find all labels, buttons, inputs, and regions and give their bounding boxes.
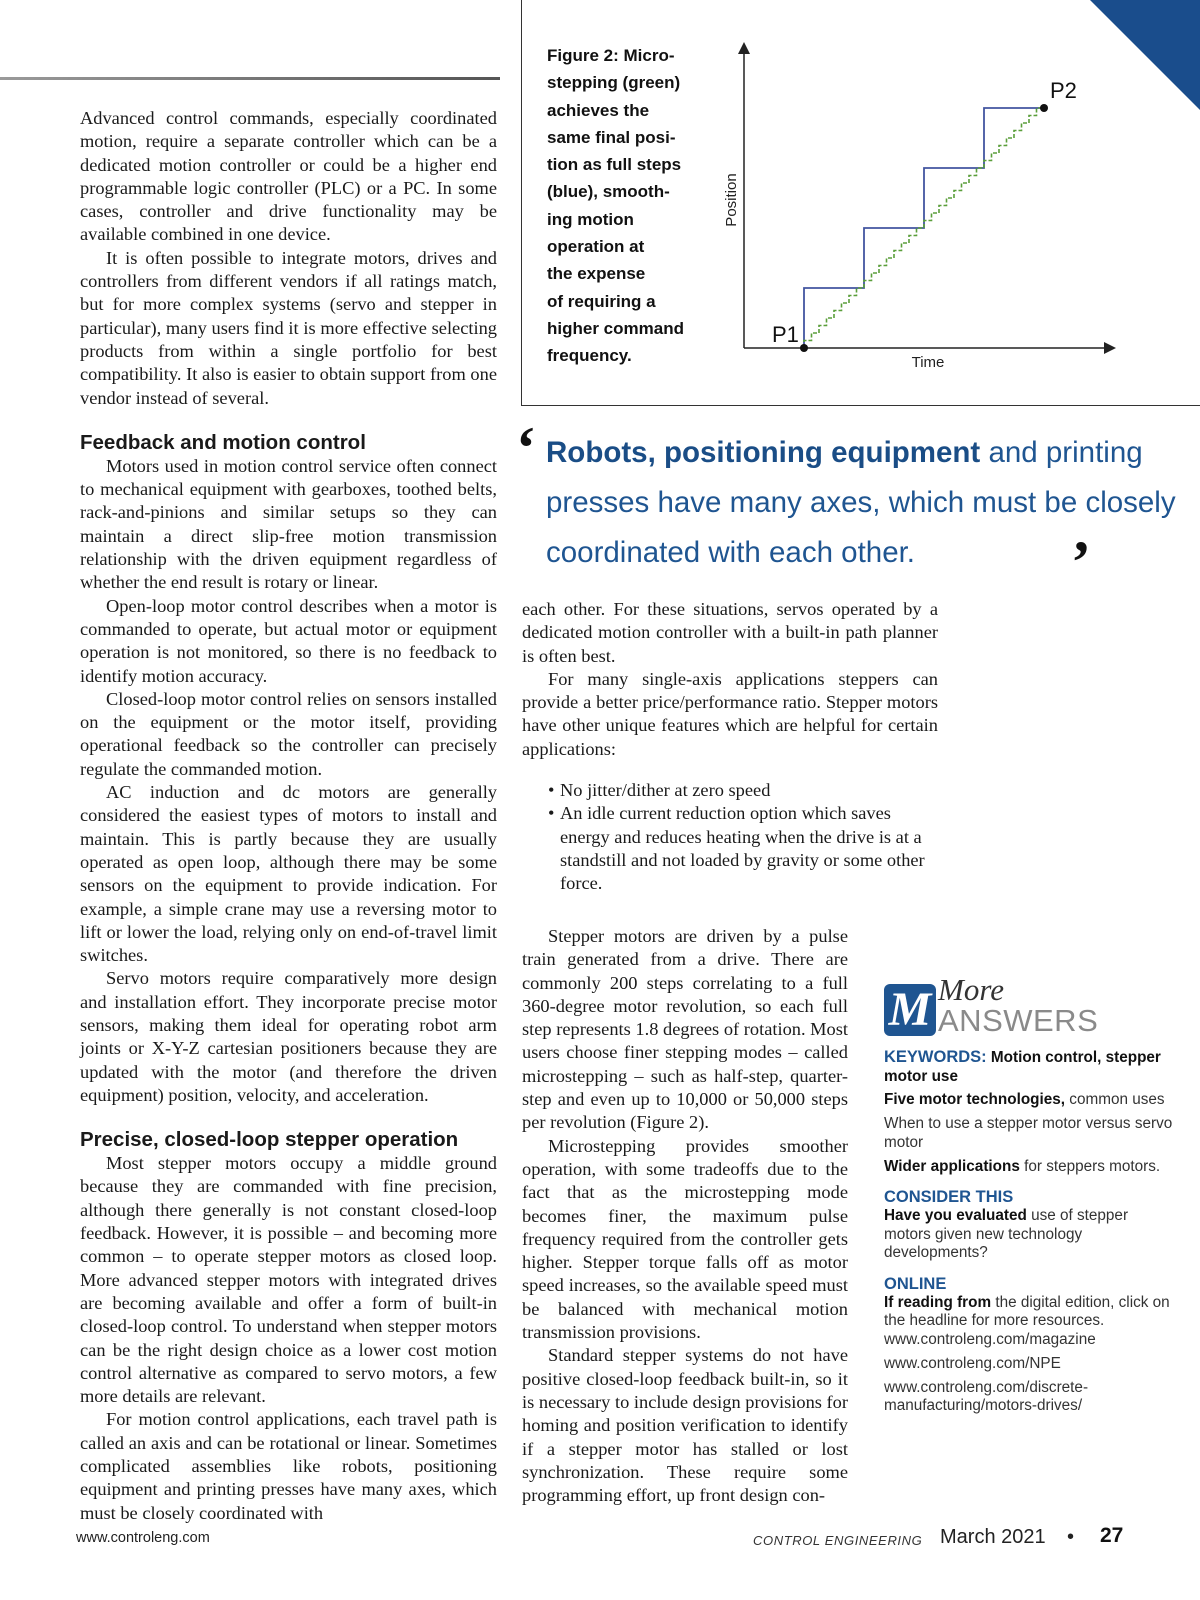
paragraph: Motors used in motion control service often connect to mechanical equipment with gearboxes, toothed belts, rack-and-pinions and similar setups so they can maintain a direct slip-free motion transmission relationship with the driven equipment regardless of whether the end result is rotary or linear.	[80, 455, 497, 593]
caption-line: operation at	[547, 237, 645, 257]
answer-item-bold: Five motor technologies,	[884, 1091, 1066, 1109]
caption-line: frequency.	[547, 346, 632, 366]
caption-line: Figure 2: Micro-	[547, 46, 675, 65]
answer-item-text: for steppers motors.	[1019, 1157, 1161, 1175]
paragraph: It is often possible to integrate motors, drives and controllers from different vendors if all ratings match, but for more complex systems (servo and stepper in particular), many users find it is more effective selecting products from within a single portfolio for best compatibility. It also is easier to obtain support from one vendor instead of several.	[80, 247, 497, 408]
paragraph: AC induction and dc motors are generally considered the easiest types of motors to install and maintain. This is partly because they are usually operated as open loop, although there may be some sensors on the equipment to provide indication. For example, a simple crane may use a reversing motor to lift or lower the load, relying only on end-of-travel limit switches.	[80, 782, 497, 966]
online-link[interactable]: www.controleng.com/discrete-manufacturing/motors-drives/	[884, 1378, 1089, 1415]
answer-item-text: When to use a stepper motor versus servo motor	[884, 1115, 1173, 1151]
section-heading: Feedback and motion control	[80, 430, 366, 454]
paragraph: Standard stepper systems do not have positive closed-loop feedback built-in, so it is necessary to include design provisions for homing and position verification to identify if a stepper motor has stalled or lost synchronization. These require some programming effort, up front design con-	[522, 1345, 848, 1506]
paragraph: Most stepper motors occupy a middle ground because they are commanded with fine precision, although there generally is not constant closed-loop feedback. However, it is possible – and becoming more common – to operate stepper motors as closed loop. More advanced stepper motors with integrated drives are becoming available and offer a form of built-in closed-loop control. To understand when stepper motors can be the right design choice as a lower cost motion control alternative as compared to servo motors, a few more details are relevant.	[80, 1153, 497, 1407]
consider-text	[884, 1207, 1174, 1263]
microstepping-chart	[700, 30, 1140, 390]
paragraph: Open-loop motor control describes when a motor is commanded to operate, but actual motor or equipment operation is not monitored, so there is no feedback to identify motion accuracy.	[80, 595, 497, 686]
feature-list	[522, 779, 938, 895]
paragraph: For many single-axis applications steppers can provide a better price/performance ratio. Stepper motors have other unique features which are helpful for certain applications:	[522, 668, 938, 759]
keywords	[884, 1048, 1174, 1086]
keywords-label: KEYWORDS:	[884, 1048, 987, 1066]
p1-label: P1	[772, 322, 799, 347]
footer-separator: •	[1067, 1526, 1075, 1548]
quote-close-mark: ’	[1071, 529, 1091, 595]
caption-line: the expense	[547, 264, 646, 284]
microstep-line	[804, 108, 1044, 348]
m-logo-icon: M	[884, 984, 936, 1036]
caption-line: of requiring a	[547, 291, 656, 311]
logo-more: More	[938, 972, 1004, 1007]
page-number: 27	[1100, 1524, 1124, 1547]
online-bold: If reading from	[884, 1293, 992, 1311]
consider-heading: CONSIDER THIS	[884, 1188, 1014, 1207]
paragraph: each other. For these situations, servos operated by a dedicated motion controller with a built-in path planner is often best.	[522, 599, 938, 666]
column-right-bottom	[522, 925, 848, 1507]
footer-website[interactable]: www.controleng.com	[76, 1530, 210, 1546]
paragraph: Advanced control commands, especially coordinated motion, require a separate controller which can be a dedicated motion controller or could be a higher end programmable logic controller (PLC) or a PC. In some cases, controller and drive functionality may be available combined in one device.	[80, 108, 497, 245]
p2-point	[1040, 104, 1048, 112]
consider-rest: use of stepper motors given new technology developments?	[884, 1206, 1129, 1262]
p2-label: P2	[1050, 78, 1077, 103]
quote-open-mark: ‘	[516, 415, 536, 481]
quote-bold: Robots, positioning equipment	[546, 436, 981, 469]
caption-line: stepping (green)	[547, 73, 681, 93]
section-heading: Precise, closed-loop stepper operation	[80, 1128, 459, 1152]
paragraph: Microstepping provides smoother operation, with some tradeoffs due to the fact that as the microstepping mode becomes finer, the maximum pulse frequency required from the controller gets higher. Stepper torque falls off as motor speed increases, so the available speed must be balanced with mechanical motion transmission provisions.	[522, 1135, 848, 1343]
online-rest: the digital edition, click on the headline for more resources. www.controleng.com/magazine	[884, 1293, 1170, 1349]
y-axis-label: Position	[723, 173, 740, 227]
keywords-value: Motion control, stepper motor use	[884, 1049, 1161, 1085]
online-link[interactable]: www.controleng.com/NPE	[884, 1354, 1061, 1372]
paragraph: Closed-loop motor control relies on sensors installed on the equipment or the motor itself, providing operational feedback so the controller can precisely regulate the commanded motion.	[80, 688, 497, 779]
list-item: • An idle current reduction option which saves energy and reduces heating when the drive is at a standstill and not loaded by gravity or some other force.	[548, 802, 938, 895]
online-text	[884, 1294, 1174, 1350]
top-rule	[0, 77, 500, 80]
more-answers-logo	[884, 972, 1174, 1038]
caption-line: (blue), smooth-	[547, 182, 670, 202]
caption-line: tion as full steps	[547, 155, 682, 175]
caption-line: higher command	[547, 318, 684, 338]
answer-item	[884, 1115, 1174, 1152]
answer-item	[884, 1091, 1174, 1110]
footer-issue: March 2021	[940, 1526, 1046, 1548]
consider-bold: Have you evaluated	[884, 1206, 1027, 1224]
logo-answers: ANSWERS	[938, 1003, 1099, 1038]
quote-rest: and printing presses have many axes, which must be closely coordinated with each other.	[546, 436, 1176, 569]
answer-item-bold: Wider applications	[884, 1157, 1020, 1175]
caption-line: ing motion	[547, 209, 634, 229]
paragraph: Stepper motors are driven by a pulse train generated from a drive. There are commonly 200 steps correlating to a full 360-degree motor revolution, so each full step represents 1.8 degrees of rotation. Most users choose finer stepping modes – called microstepping – such as half-step, quarter-step and even up to 10,000 or 50,000 steps per revolution (Figure 2).	[522, 926, 848, 1133]
column-right-top	[522, 598, 938, 918]
p1-point	[800, 344, 808, 352]
paragraph: For motion control applications, each travel path is called an axis and can be rotational or linear. Sometimes complicated assemblies like robots, positioning equipment and printing presses have many axes, which must be closely coordinated with	[80, 1409, 497, 1523]
more-answers-sidebar	[884, 972, 1174, 1421]
caption-line: achieves the	[547, 100, 650, 120]
logo-words	[938, 974, 1098, 1036]
footer-magazine: CONTROL ENGINEERING	[753, 1533, 923, 1548]
column-left	[80, 107, 497, 1525]
list-item: • No jitter/dither at zero speed	[548, 779, 938, 802]
caption-line: same final posi-	[547, 127, 676, 147]
answer-item	[884, 1158, 1174, 1177]
answer-item-text: common uses	[1065, 1091, 1165, 1109]
paragraph: Servo motors require comparatively more design and installation effort. They incorporate precise motor sensors, making them ideal for operating robot arm joints or X-Y-Z cartesian positioners because they are updated with the motor (and therefore the driven equipment) position, velocity, and acceleration.	[80, 968, 497, 1105]
figure-caption	[547, 42, 707, 370]
online-heading: ONLINE	[884, 1275, 947, 1294]
x-axis-label: Time	[911, 354, 945, 371]
